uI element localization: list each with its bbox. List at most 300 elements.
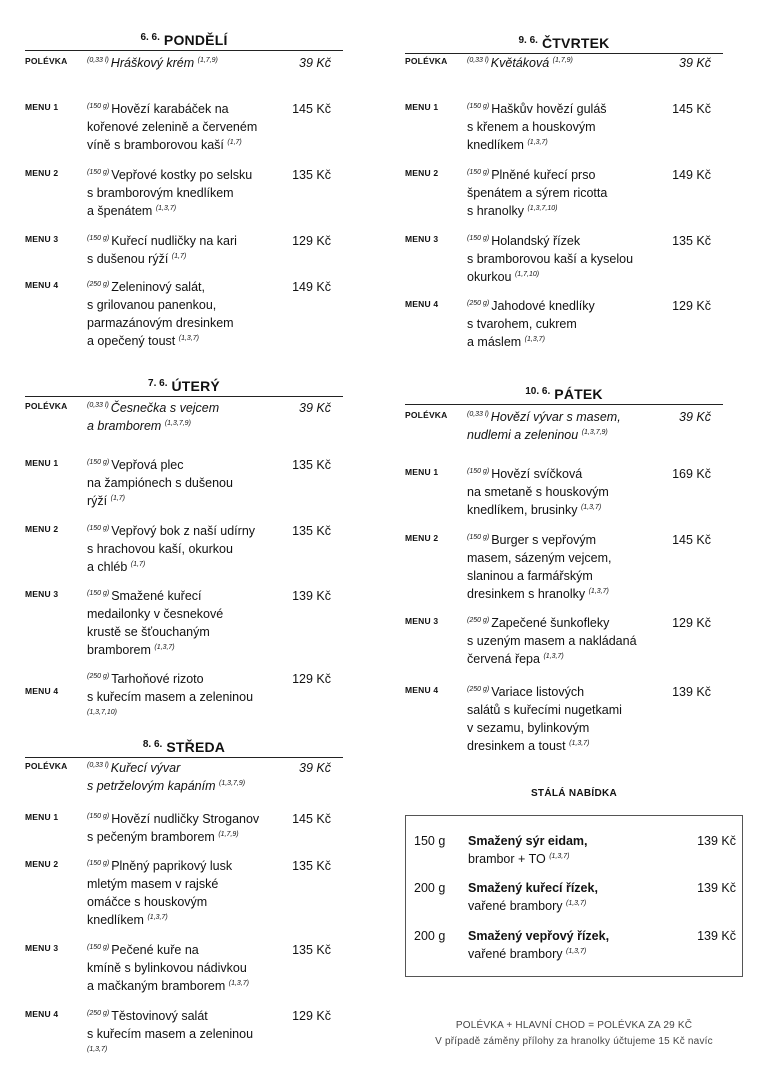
- description-text: a chléb: [87, 560, 128, 574]
- item-description: [467, 614, 647, 668]
- item-price: 139 Kč: [672, 685, 711, 699]
- description-line: [87, 474, 267, 492]
- description-line: [467, 232, 647, 250]
- item-label: POLÉVKA: [25, 401, 68, 411]
- day-date: 7. 6.: [148, 378, 168, 389]
- description-text: Burger s vepřovým: [491, 533, 597, 547]
- item-weight: (250 g): [87, 672, 110, 680]
- description-text: Smažené kuřecí: [111, 589, 202, 603]
- description-line: [87, 810, 267, 828]
- description-line: [467, 297, 647, 315]
- stable-menu-title: STÁLÁ NABÍDKA: [530, 788, 618, 799]
- item-label: POLÉVKA: [405, 56, 448, 66]
- item-description: [87, 759, 267, 795]
- item-description: [467, 408, 647, 444]
- item-label: MENU 1: [25, 812, 59, 822]
- item-price: 129 Kč: [292, 672, 331, 686]
- description-text: Vepřové kostky po selsku: [111, 168, 253, 182]
- day-monday: [25, 26, 343, 51]
- description-line: [467, 184, 647, 202]
- item-allergens: (1,3,7): [524, 335, 545, 343]
- item-label: MENU 4: [25, 1009, 59, 1019]
- description-text: s pečeným bramborem: [87, 830, 215, 844]
- item-description: [87, 670, 267, 717]
- day-date: 6. 6.: [140, 32, 160, 43]
- item-description: [87, 399, 267, 435]
- description-line: [87, 1007, 267, 1025]
- item-weight: (150 g): [87, 458, 110, 466]
- description-text: na smetaně s houskovým: [467, 485, 609, 499]
- day-name: PONDĚLÍ: [163, 32, 228, 48]
- description-line: [87, 417, 267, 435]
- description-line: [467, 333, 647, 351]
- item-weight: (0,33 l): [467, 56, 489, 64]
- description-line: [87, 332, 267, 350]
- item-allergens: (1,7): [227, 138, 242, 146]
- stable-allergens: (1,3,7): [565, 947, 587, 955]
- description-text: masem, sázeným vejcem,: [467, 551, 612, 565]
- description-line: [467, 701, 647, 719]
- day-divider: [405, 404, 723, 405]
- description-line: [87, 670, 267, 688]
- description-text: omáčce s houskovým: [87, 895, 208, 909]
- description-text: s grilovanou panenkou,: [87, 298, 217, 312]
- item-price: 129 Kč: [292, 1009, 331, 1023]
- description-text: s petrželovým kapáním: [87, 779, 216, 793]
- description-text: Tarhoňové rizoto: [111, 672, 204, 686]
- description-text: slaninou a farmářským: [467, 569, 593, 583]
- description-line: [467, 683, 647, 701]
- item-allergens: (1,3,7,10): [87, 709, 117, 716]
- item-label: MENU 4: [405, 685, 439, 695]
- item-label: POLÉVKA: [405, 410, 448, 420]
- item-allergens: (1,3,7): [580, 503, 602, 511]
- left-column: [25, 0, 343, 1087]
- item-price: 145 Kč: [672, 102, 711, 116]
- day-name: ÚTERÝ: [171, 378, 220, 394]
- description-text: Hovězí svíčková: [491, 467, 583, 481]
- day-heading: [405, 29, 723, 51]
- item-price: 149 Kč: [292, 280, 331, 294]
- description-line: [467, 54, 647, 72]
- item-label: MENU 4: [405, 299, 439, 309]
- item-label: MENU 3: [405, 234, 439, 244]
- item-description: [467, 297, 647, 351]
- item-label: MENU 4: [25, 686, 59, 696]
- description-line: [87, 875, 267, 893]
- day-divider: [25, 757, 343, 758]
- description-text: na žampiónech s dušenou: [87, 476, 233, 490]
- description-line: [87, 314, 267, 332]
- description-text: a špenátem: [87, 204, 153, 218]
- footer-line-1: POLÉVKA + HLAVNÍ CHOD = POLÉVKA ZA 29 KČ: [455, 1020, 693, 1031]
- item-weight: (150 g): [87, 943, 110, 951]
- description-line: [467, 614, 647, 632]
- item-description: [87, 810, 267, 846]
- description-text: a bramborem: [87, 419, 162, 433]
- item-weight: (0,33 l): [87, 761, 109, 769]
- item-allergens: (1,3,7): [569, 739, 590, 747]
- stable-weight: 200 g: [414, 929, 446, 943]
- description-text: Jahodové knedlíky: [491, 299, 595, 313]
- description-line: [467, 202, 647, 220]
- item-price: 39 Kč: [679, 56, 711, 70]
- item-price: 145 Kč: [292, 102, 331, 116]
- stable-description: [468, 927, 668, 963]
- item-description: [467, 54, 647, 72]
- description-text: Vepřová plec: [111, 458, 184, 472]
- description-text: červená řepa: [467, 652, 540, 666]
- item-allergens: (1,7,10): [514, 270, 540, 278]
- description-line: [87, 492, 267, 510]
- item-description: [467, 232, 647, 286]
- description-text: a opečený toust: [87, 334, 176, 348]
- description-text: knedlíkem, brusinky: [467, 503, 578, 517]
- item-price: 135 Kč: [292, 458, 331, 472]
- item-weight: (0,33 l): [467, 410, 489, 418]
- day-name: PÁTEK: [554, 386, 603, 402]
- stable-description: [468, 832, 668, 868]
- description-line: [467, 166, 647, 184]
- item-label: MENU 2: [25, 524, 59, 534]
- description-text: kmíně s bylinkovou nádivkou: [87, 961, 247, 975]
- item-description: [87, 522, 267, 576]
- day-name: ČTVRTEK: [541, 35, 610, 51]
- item-description: [467, 683, 647, 755]
- item-description: [87, 166, 267, 220]
- item-label: MENU 2: [25, 168, 59, 178]
- description-text: víně s bramborovou kaší: [87, 138, 224, 152]
- item-allergens: (1,3,7): [154, 643, 175, 651]
- item-allergens: (1,3,7): [543, 652, 564, 660]
- item-label: MENU 1: [405, 102, 439, 112]
- item-label: MENU 2: [405, 168, 439, 178]
- item-allergens: (1,3,7,9): [581, 428, 608, 436]
- description-line: [467, 501, 647, 519]
- item-allergens: (1,7): [110, 494, 126, 502]
- stable-price: 139 Kč: [697, 881, 736, 895]
- allergens-line: [87, 1043, 267, 1054]
- description-text: Zeleninový salát,: [111, 280, 205, 294]
- stable-weight: 200 g: [414, 881, 446, 895]
- item-description: [87, 278, 267, 350]
- item-price: 135 Kč: [292, 168, 331, 182]
- item-price: 149 Kč: [672, 168, 711, 182]
- item-description: [467, 465, 647, 519]
- item-price: 135 Kč: [672, 234, 711, 248]
- allergens-line: [87, 706, 267, 717]
- day-date: 8. 6.: [142, 739, 163, 750]
- day-tuesday: [25, 372, 343, 397]
- footer-note: [405, 1018, 743, 1050]
- day-name: STŘEDA: [166, 739, 226, 755]
- description-line: [467, 737, 647, 755]
- item-description: [87, 456, 267, 510]
- item-weight: (150 g): [467, 533, 490, 541]
- description-text: s bramborovým knedlíkem: [87, 186, 234, 200]
- item-weight: (150 g): [87, 168, 110, 176]
- day-wednesday: [25, 733, 343, 758]
- description-text: dresinkem a toust: [467, 739, 566, 753]
- item-price: 169 Kč: [672, 467, 711, 481]
- item-weight: (250 g): [467, 299, 490, 307]
- item-price: 39 Kč: [299, 761, 331, 775]
- description-line: [87, 54, 267, 72]
- description-text: Vepřový bok z naší udírny: [111, 524, 256, 538]
- description-text: Variace listových: [491, 685, 585, 699]
- description-text: Kuřecí vývar: [110, 761, 181, 775]
- stable-side-line: [468, 945, 668, 963]
- description-text: s dušenou rýží: [87, 252, 169, 266]
- item-price: 135 Kč: [292, 943, 331, 957]
- description-line: [87, 759, 267, 777]
- day-thursday: [405, 29, 723, 54]
- stable-price: 139 Kč: [697, 929, 736, 943]
- item-weight: (150 g): [87, 234, 110, 242]
- stable-side-line: [468, 897, 668, 915]
- description-line: [87, 250, 267, 268]
- description-line: [467, 408, 647, 426]
- description-text: s hranolky: [467, 204, 524, 218]
- description-line: [467, 632, 647, 650]
- item-allergens: (1,7): [171, 252, 187, 260]
- item-allergens: (1,3,7): [588, 587, 609, 595]
- item-description: [467, 531, 647, 603]
- stable-allergens: (1,3,7): [549, 852, 570, 860]
- item-weight: (150 g): [87, 859, 110, 867]
- item-weight: (150 g): [467, 102, 490, 110]
- item-weight: (150 g): [87, 812, 110, 820]
- item-label: MENU 3: [25, 234, 59, 244]
- description-text: dresinkem s hranolky: [467, 587, 586, 601]
- item-label: MENU 3: [25, 943, 59, 953]
- item-description: [87, 941, 267, 995]
- description-text: s kuřecím masem a zeleninou: [87, 1027, 254, 1041]
- description-text: medailonky v česnekové: [87, 607, 224, 621]
- description-line: [87, 977, 267, 995]
- item-weight: (150 g): [87, 524, 110, 532]
- day-heading: [25, 733, 343, 755]
- description-line: [87, 641, 267, 659]
- description-text: v sezamu, bylinkovým: [467, 721, 590, 735]
- item-allergens: (1,7,9): [197, 56, 218, 64]
- description-line: [467, 268, 647, 286]
- stable-name: Smažený kuřecí řízek,: [468, 881, 598, 895]
- description-line: [467, 315, 647, 333]
- description-text: Hovězí nudličky Stroganov: [111, 812, 260, 826]
- description-text: s kuřecím masem a zeleninou: [87, 690, 254, 704]
- item-allergens: (1,3,7): [527, 138, 548, 146]
- stable-allergens: (1,3,7): [565, 899, 587, 907]
- description-text: krustě se šťouchaným: [87, 625, 210, 639]
- description-text: Pečené kuře na: [111, 943, 199, 957]
- item-description: [87, 100, 267, 154]
- description-line: [467, 585, 647, 603]
- description-line: [467, 650, 647, 668]
- description-line: [87, 623, 267, 641]
- description-text: Plněné kuřecí prso: [491, 168, 596, 182]
- description-text: Hovězí vývar s masem,: [490, 410, 621, 424]
- description-line: [87, 456, 267, 474]
- description-text: Hovězí karabáček na: [111, 102, 229, 116]
- description-text: s uzeným masem a nakládaná: [467, 634, 637, 648]
- description-line: [87, 296, 267, 314]
- description-line: [467, 465, 647, 483]
- day-heading: [25, 26, 343, 48]
- stable-side: vařené brambory: [468, 947, 563, 961]
- stable-side: brambor + TO: [468, 852, 546, 866]
- day-date: 9. 6.: [518, 35, 538, 46]
- item-allergens: (1,7,9): [218, 830, 239, 838]
- description-line: [467, 483, 647, 501]
- description-line: [87, 893, 267, 911]
- description-line: [87, 278, 267, 296]
- description-line: [467, 118, 647, 136]
- item-label: MENU 4: [25, 280, 59, 290]
- item-weight: (0,33 l): [87, 401, 109, 409]
- item-description: [467, 100, 647, 154]
- item-price: 145 Kč: [292, 812, 331, 826]
- description-line: [87, 777, 267, 795]
- description-line: [87, 959, 267, 977]
- stable-name: Smažený vepřový řízek,: [468, 929, 610, 943]
- right-column: [405, 0, 723, 780]
- description-text: a máslem: [467, 335, 522, 349]
- description-text: bramborem: [87, 643, 151, 657]
- description-line: [87, 166, 267, 184]
- item-allergens: (1,3,7): [155, 204, 177, 212]
- item-allergens: (1,3,7): [178, 334, 199, 342]
- item-description: [87, 857, 267, 929]
- description-line: [87, 136, 267, 154]
- description-text: parmazánovým dresinkem: [87, 316, 234, 330]
- item-label: MENU 2: [25, 859, 59, 869]
- description-text: s hrachovou kaší, okurkou: [87, 542, 233, 556]
- description-text: s křenem a houskovým: [467, 120, 596, 134]
- item-price: 139 Kč: [292, 589, 331, 603]
- description-text: Holandský řízek: [491, 234, 581, 248]
- description-text: Haškův hovězí guláš: [491, 102, 607, 116]
- item-weight: (0,33 l): [87, 56, 109, 64]
- stable-description: [468, 879, 668, 915]
- day-divider: [25, 396, 343, 397]
- description-text: knedlíkem: [467, 138, 524, 152]
- description-text: nudlemi a zeleninou: [467, 428, 579, 442]
- item-label: MENU 1: [25, 102, 59, 112]
- item-weight: (150 g): [467, 234, 490, 242]
- stable-side: vařené brambory: [468, 899, 563, 913]
- item-label: MENU 1: [25, 458, 59, 468]
- item-weight: (250 g): [467, 616, 490, 624]
- item-allergens: (1,3,7): [228, 979, 249, 987]
- item-weight: (150 g): [467, 168, 490, 176]
- description-line: [467, 136, 647, 154]
- description-line: [87, 1025, 267, 1043]
- day-heading: [405, 380, 723, 402]
- item-price: 145 Kč: [672, 533, 711, 547]
- description-line: [87, 941, 267, 959]
- description-line: [87, 184, 267, 202]
- stable-menu-box: [405, 815, 743, 977]
- description-text: mletým masem v rajské: [87, 877, 219, 891]
- description-line: [87, 587, 267, 605]
- item-allergens: (1,3,7): [87, 1046, 108, 1053]
- item-description: [87, 587, 267, 659]
- description-line: [87, 522, 267, 540]
- description-line: [467, 100, 647, 118]
- item-price: 129 Kč: [672, 299, 711, 313]
- stable-weight: 150 g: [414, 834, 446, 848]
- item-allergens: (1,7): [130, 560, 146, 568]
- description-line: [467, 531, 647, 549]
- day-friday: [405, 380, 723, 405]
- description-text: a mačkaným bramborem: [87, 979, 226, 993]
- description-text: rýží: [87, 494, 108, 508]
- description-line: [467, 567, 647, 585]
- description-line: [467, 719, 647, 737]
- description-line: [467, 250, 647, 268]
- day-divider: [25, 50, 343, 51]
- description-text: s bramborovou kaší a kyselou: [467, 252, 634, 266]
- item-weight: (150 g): [467, 467, 490, 475]
- description-text: kořenové zelenině a červeném: [87, 120, 258, 134]
- description-line: [87, 540, 267, 558]
- description-text: Plněný paprikový lusk: [111, 859, 233, 873]
- item-allergens: (1,3,7): [147, 913, 168, 921]
- item-price: 129 Kč: [672, 616, 711, 630]
- item-price: 39 Kč: [299, 401, 331, 415]
- item-label: POLÉVKA: [25, 761, 68, 771]
- item-weight: (150 g): [87, 589, 110, 597]
- description-line: [87, 688, 267, 706]
- description-line: [87, 399, 267, 417]
- item-weight: (150 g): [87, 102, 110, 110]
- description-text: Těstovinový salát: [111, 1009, 208, 1023]
- item-weight: (250 g): [467, 685, 490, 693]
- description-line: [467, 549, 647, 567]
- description-text: okurkou: [467, 270, 512, 284]
- description-line: [87, 558, 267, 576]
- item-description: [87, 54, 267, 72]
- day-date: 10. 6.: [525, 386, 551, 397]
- description-line: [87, 828, 267, 846]
- stable-price: 139 Kč: [697, 834, 736, 848]
- description-text: Hráškový krém: [110, 56, 195, 70]
- item-description: [467, 166, 647, 220]
- item-price: 39 Kč: [679, 410, 711, 424]
- item-allergens: (1,7,9): [552, 56, 573, 64]
- description-line: [87, 100, 267, 118]
- description-line: [87, 857, 267, 875]
- description-line: [87, 911, 267, 929]
- description-text: s tvarohem, cukrem: [467, 317, 577, 331]
- stable-name: Smažený sýr eidam,: [468, 834, 588, 848]
- footer-line-2: V případě záměny přílohy za hranolky účtujeme 15 Kč navíc: [435, 1036, 713, 1047]
- description-text: Česnečka s vejcem: [110, 401, 220, 415]
- item-label: MENU 3: [405, 616, 439, 626]
- item-price: 135 Kč: [292, 859, 331, 873]
- description-text: Zapečené šunkofleky: [491, 616, 610, 630]
- item-allergens: (1,3,7,10): [527, 204, 558, 212]
- item-label: MENU 1: [405, 467, 439, 477]
- item-label: MENU 3: [25, 589, 59, 599]
- description-line: [87, 605, 267, 623]
- item-allergens: (1,3,7,9): [219, 779, 246, 787]
- description-text: Kuřecí nudličky na kari: [111, 234, 237, 248]
- item-label: MENU 2: [405, 533, 439, 543]
- description-text: Květáková: [490, 56, 550, 70]
- day-heading: [25, 372, 343, 394]
